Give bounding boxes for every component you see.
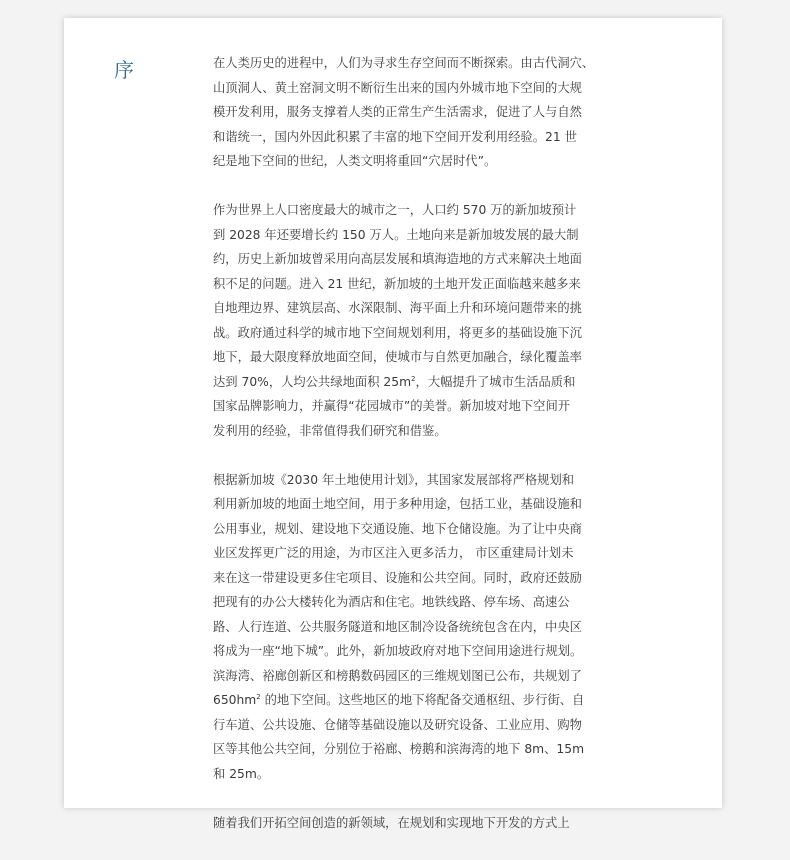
text-line: 自地理边界、建筑层高、水深限制、海平面上升和环境问题带来的挑	[213, 301, 582, 315]
text-line: 公用事业，规划、建设地下交通设施、地下仓储设施。为了让中央商	[213, 521, 582, 536]
text-line: 战。政府通过科学的城市地下空间规划利用，将更多的基础设施下沉	[213, 325, 582, 340]
superscript: 2	[256, 692, 261, 701]
text-segment: 达到 70%，人均公共绿地面积 25m	[213, 374, 412, 389]
text-segment: ，大幅提升了城市生活品质和	[415, 374, 576, 389]
text-line: 来在这一带建设更多住宅项目、设施和公共空间。同时，政府还鼓励	[213, 570, 582, 585]
text-line	[213, 370, 605, 395]
paragraph	[213, 468, 605, 787]
text-line: 和谐统一，国内外因此积累了丰富的地下空间开发利用经验。21 世	[213, 129, 577, 144]
text-line: 业区发挥更广泛的用途，为市区注入更多活力， 市区重建局计划未	[213, 546, 574, 560]
text-line: 区等其他公共空间，分别位于裕廊、榜鹅和滨海湾的地下 8m、15m	[213, 742, 585, 756]
text-line: 国家品牌影响力，并赢得“花园城市”的美誉。新加坡对地下空间开	[213, 399, 571, 413]
superscript: 2	[411, 374, 416, 383]
body-text	[213, 51, 605, 860]
text-line: 在人类历史的进程中，人们为寻求生存空间而不断探索。由古代洞穴、	[213, 56, 595, 70]
text-segment: 650hm	[213, 693, 257, 707]
text-line: 纪是地下空间的世纪，人类文明将重回“穴居时代”。	[213, 154, 497, 168]
text-line: 发利用的经验，非常值得我们研究和借鉴。	[213, 423, 447, 438]
text-line: 模开发利用，服务支撑着人类的正常生产生活需求，促进了人与自然	[213, 105, 582, 119]
paragraph	[213, 51, 605, 174]
section-heading: 序	[114, 58, 135, 82]
paragraph	[213, 198, 605, 443]
text-line: 随着我们开拓空间创造的新领域，在规划和实现地下开发的方式上	[213, 815, 570, 830]
text-line: 滨海湾、裕廊创新区和榜鹅数码园区的三维规划图已公布，共规划了	[213, 668, 582, 683]
text-line: 根据新加坡《2030 年土地使用计划》，其国家发展部将严格规划和	[213, 472, 575, 487]
text-line: 行车道、公共设施、仓储等基础设施以及研究设备、工业应用、购物	[213, 717, 582, 732]
text-line: 将成为一座“地下城”。此外，新加坡政府对地下空间用途进行规划。	[213, 644, 583, 658]
text-line: 到 2028 年还要增长约 150 万人。土地向来是新加坡发展的最大制	[213, 227, 579, 242]
text-line: 山顶洞人、黄土窑洞文明不断衍生出来的国内外城市地下空间的大规	[213, 80, 582, 95]
text-segment: 的地下空间。这些地区的地下将配备交通枢纽、步行街、自	[260, 693, 585, 707]
text-line: 积不足的问题。进入 21 世纪，新加坡的土地开发正面临越来越多来	[213, 276, 581, 291]
text-line: 利用新加坡的地面土地空间，用于多种用途，包括工业，基础设施和	[213, 497, 582, 511]
text-line: 地下，最大限度释放地面空间，使城市与自然更加融合，绿化覆盖率	[213, 350, 582, 364]
document-page	[64, 18, 722, 830]
text-line: 路、人行连道、公共服务隧道和地区制冷设备统统包含在内，中央区	[213, 619, 582, 634]
text-line: 约，历史上新加坡曾采用向高层发展和填海造地的方式来解决土地面	[213, 252, 582, 266]
paragraph	[213, 811, 605, 836]
text-line: 把现有的办公大楼转化为酒店和住宅。地铁线路、停车场、高速公	[213, 595, 570, 609]
text-line	[213, 688, 605, 713]
text-line: 和 25m。	[213, 766, 270, 781]
text-line: 作为世界上人口密度最大的城市之一，人口约 570 万的新加坡预计	[213, 203, 577, 217]
